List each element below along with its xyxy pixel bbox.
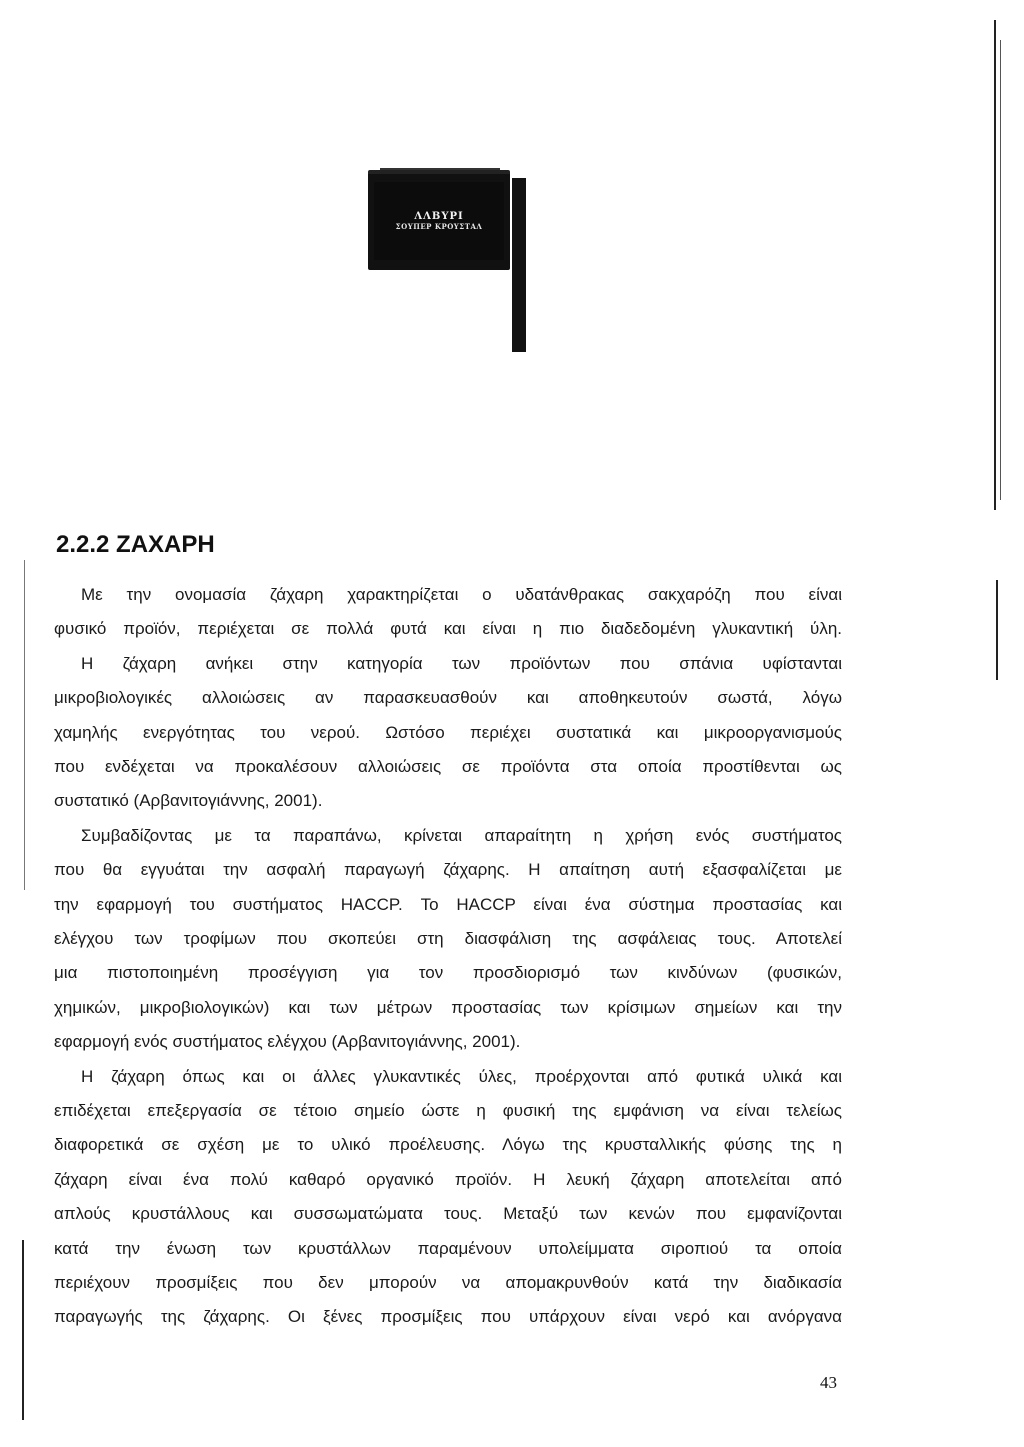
text-line: μια πιστοποιημένη προσέγγιση για τον προσδιορισμό των κινδύνων (φυσικών, [54, 963, 842, 983]
scan-edge-mark [994, 20, 996, 510]
sugar-package-side [512, 178, 526, 352]
text-line: χαμηλής ενεργότητας του νερού. Ωστόσο περιέχει συστατικά και μικροοργανισμούς [54, 722, 842, 742]
text-line: απλούς κρυστάλλους και συσσωματώματα τους. Μεταξύ των κενών που εμφανίζονται [54, 1204, 842, 1224]
text-line: ελέγχου των τροφίμων που σκοπεύει στη διασφάλιση της ασφάλειας τους. Αποτελεί [54, 929, 842, 948]
package-subtitle-text: ΣΟΥΠΕΡ ΚΡΟΥΣΤΑΛ [395, 222, 483, 231]
text-line: επιδέχεται επεξεργασία σε τέτοιο σημείο ώστε η φυσική της εμφάνιση να είναι τελείως [54, 1101, 842, 1120]
package-brand-text: ΛΛΒΥΡΙ [414, 211, 464, 222]
text-line: ζάχαρη είναι ένα πολύ καθαρό οργανικό προϊόν. Η λευκή ζάχαρη αποτελείται από [54, 1169, 842, 1189]
scan-edge-mark [24, 560, 25, 890]
text-line: Συμβαδίζοντας με τα παραπάνω, κρίνεται απαραίτητη η χρήση ενός συστήματος [81, 825, 842, 845]
text-line: κατά την ένωση των κρυστάλλων παραμένουν υπολείμματα σιροπιού τα οποία [54, 1238, 842, 1258]
text-line: μικροβιολογικές αλλοιώσεις αν παρασκευασθούν και αποθηκευτούν σωστά, λόγω [54, 688, 842, 708]
scan-edge-mark [996, 580, 998, 680]
text-line: παραγωγής της ζάχαρης. Οι ξένες προσμίξεις που υπάρχουν είναι νερό και ανόργανα [54, 1307, 842, 1327]
text-line: Με την ονομασία ζάχαρη χαρακτηρίζεται ο υδατάνθρακας σακχαρόζη που είναι [81, 585, 842, 604]
text-line: Η ζάχαρη όπως και οι άλλες γλυκαντικές ύλες, προέρχονται από φυτικά υλικά και [81, 1066, 842, 1086]
text-line: περιέχουν προσμίξεις που δεν μπορούν να απομακρυνθούν κατά την διαδικασία [54, 1273, 842, 1292]
scan-edge-mark [22, 1240, 24, 1420]
text-line: χημικών, μικροβιολογικών) και των μέτρων προστασίας των κρίσιμων σημείων και την [54, 997, 842, 1017]
section-heading: 2.2.2 ΖΑΧΑΡΗ [56, 531, 215, 558]
sugar-package-label [374, 182, 504, 260]
text-line: συστατικό (Αρβανιτογιάννης, 2001). [54, 791, 323, 811]
scan-edge-mark [1000, 40, 1001, 500]
text-line: Η ζάχαρη ανήκει στην κατηγορία των προϊόντων που σπάνια υφίστανται [81, 653, 842, 673]
text-line: φυσικό προϊόν, περιέχεται σε πολλά φυτά και είναι η πιο διαδεδομένη γλυκαντική ύλη. [54, 619, 842, 639]
text-line: εφαρμογή ενός συστήματος ελέγχου (Αρβανιτογιάννης, 2001). [54, 1032, 521, 1052]
sugar-package-image [368, 170, 510, 270]
text-line: την εφαρμογή του συστήματος HACCP. Το HACCP είναι ένα σύστημα προστασίας και [54, 894, 842, 914]
page-number: 43 [820, 1373, 837, 1392]
text-line: που θα εγγυάται την ασφαλή παραγωγή ζάχαρης. Η απαίτηση αυτή εξασφαλίζεται με [54, 860, 842, 880]
text-line: που ενδέχεται να προκαλέσουν αλλοιώσεις σε προϊόντα στα οποία προστίθενται ως [54, 757, 842, 776]
text-line: διαφορετικά σε σχέση με το υλικό προέλευσης. Λόγω της κρυσταλλικής φύσης της η [54, 1135, 842, 1155]
